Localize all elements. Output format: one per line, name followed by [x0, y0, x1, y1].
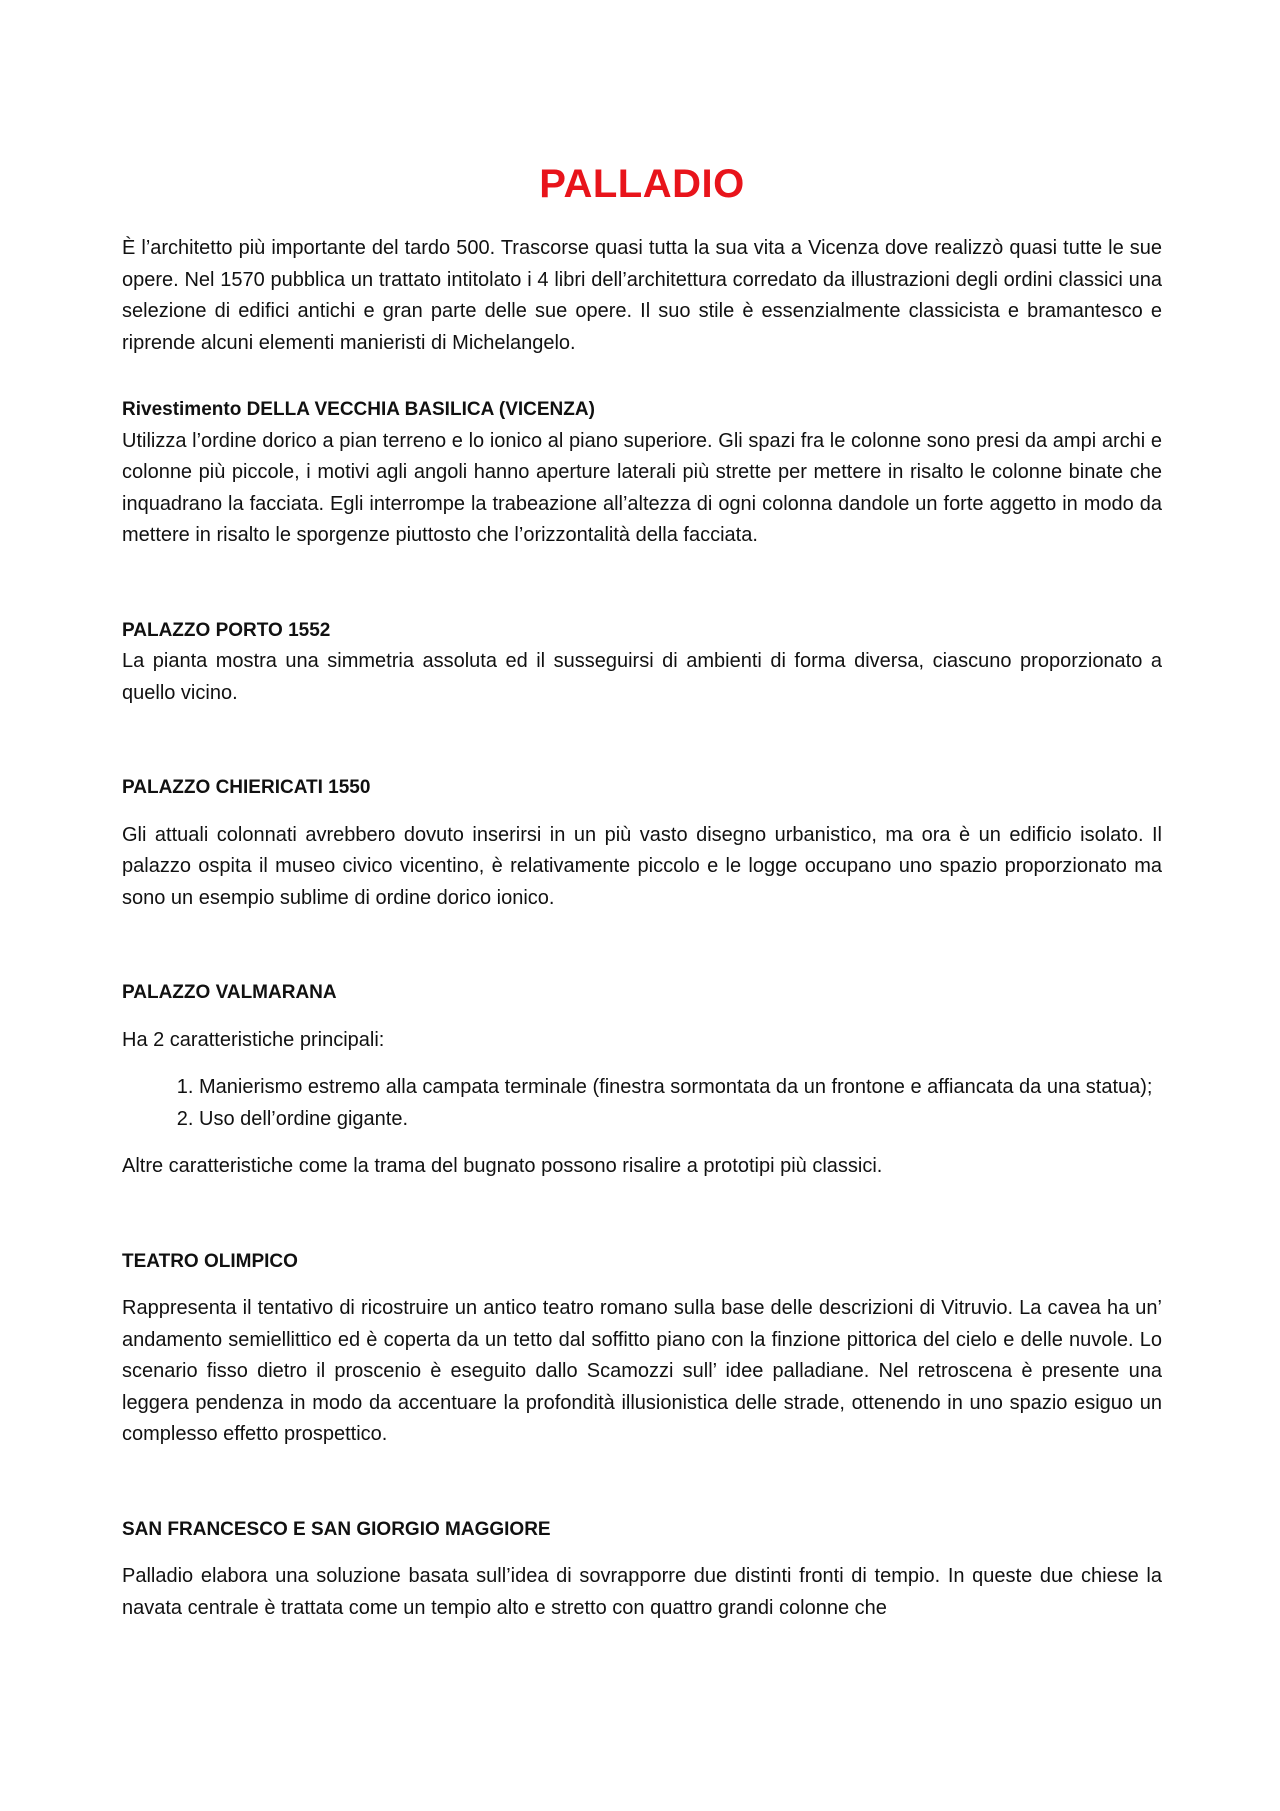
section-heading-teatro-olimpico: TEATRO OLIMPICO: [122, 1250, 298, 1272]
section-heading-palazzo-valmarana: PALAZZO VALMARANA: [122, 982, 337, 1003]
section-text-teatro-olimpico: Rappresenta il tentativo di ricostruire un antico teatro romano sulla base delle descrizioni di Vitruvio. La cavea ha un’ andamento semiellittico ed è coperta da un tetto dal soffitto piano con la finzione pittorica del cielo e delle nuvole. Lo scenario fisso dietro il proscenio è eseguito dallo Scamozzi sull’ idee palladiane. Nel retroscena è presente una leggera pendenza in modo da accentuare la profondità illusionistica delle strade, ottenendo in uno spazio esiguo un complesso effetto prospettico.: [122, 1297, 1162, 1445]
list-item: 1. Manierismo estremo alla campata terminale (finestra sormontata da un frontone e affiancata da una statua);: [199, 1072, 1162, 1104]
section-text-san-francesco: Palladio elabora una soluzione basata sull’idea di sovrapporre due distinti fronti di tempio. In queste due chiese la navata centrale è trattata come un tempio alto e stretto con quattro grandi colonne che: [122, 1565, 1162, 1619]
section-text-palazzo-valmarana: Ha 2 caratteristiche principali:: [122, 1028, 385, 1051]
valmarana-list: [122, 1072, 1162, 1135]
document-title: PALLADIO: [539, 162, 745, 206]
document-page: [122, 0, 1162, 1624]
section-text-basilica: Utilizza l’ordine dorico a pian terreno e lo ionico al piano superiore. Gli spazi fra le colonne sono presi da ampi archi e colonne più piccole, i motivi agli angoli hanno aperture laterali più strette per mettere in risalto le colonne binate che inquadrano la facciata. Egli interrompe la trabeazione all’altezza di ogni colonna dandole un forte aggetto in modo da mettere in risalto le sporgenze piuttosto che l’orizzontalità della facciata.: [122, 429, 1162, 546]
section-heading-palazzo-porto: PALAZZO PORTO 1552: [122, 619, 331, 641]
section-text-valmarana-after: Altre caratteristiche come la trama del bugnato possono risalire a prototipi più classici.: [122, 1155, 883, 1177]
section-heading-san-francesco: SAN FRANCESCO E SAN GIORGIO MAGGIORE: [122, 1518, 551, 1540]
section-text-palazzo-porto: La pianta mostra una simmetria assoluta ed il susseguirsi di ambienti di forma diversa, ciascuno proporzionato a quello vicino.: [122, 650, 1162, 704]
section-heading-palazzo-chiericati: PALAZZO CHIERICATI 1550: [122, 777, 371, 798]
list-item: 2. Uso dell’ordine gigante.: [199, 1104, 1162, 1136]
section-text-palazzo-chiericati: Gli attuali colonnati avrebbero dovuto inserirsi in un più vasto disegno urbanistico, ma ora è un edificio isolato. Il palazzo ospita il museo civico vicentino, è relativamente piccolo e le logge occupano uno spazio proporzionato ma sono un esempio sublime di ordine dorico ionico.: [122, 823, 1162, 909]
intro-paragraph: È l’architetto più importante del tardo 500. Trascorse quasi tutta la sua vita a Vicenza dove realizzò quasi tutte le sue opere. Nel 1570 pubblica un trattato intitolato i 4 libri dell’architettura corredato da illustrazioni degli ordini classici una selezione di edifici antichi e gran parte delle sue opere. Il suo stile è essenzialmente classicista e bramantesco e riprende alcuni elementi manieristi di Michelangelo.: [122, 237, 1162, 354]
section-heading-basilica: Rivestimento DELLA VECCHIA BASILICA (VICENZA): [122, 399, 595, 420]
